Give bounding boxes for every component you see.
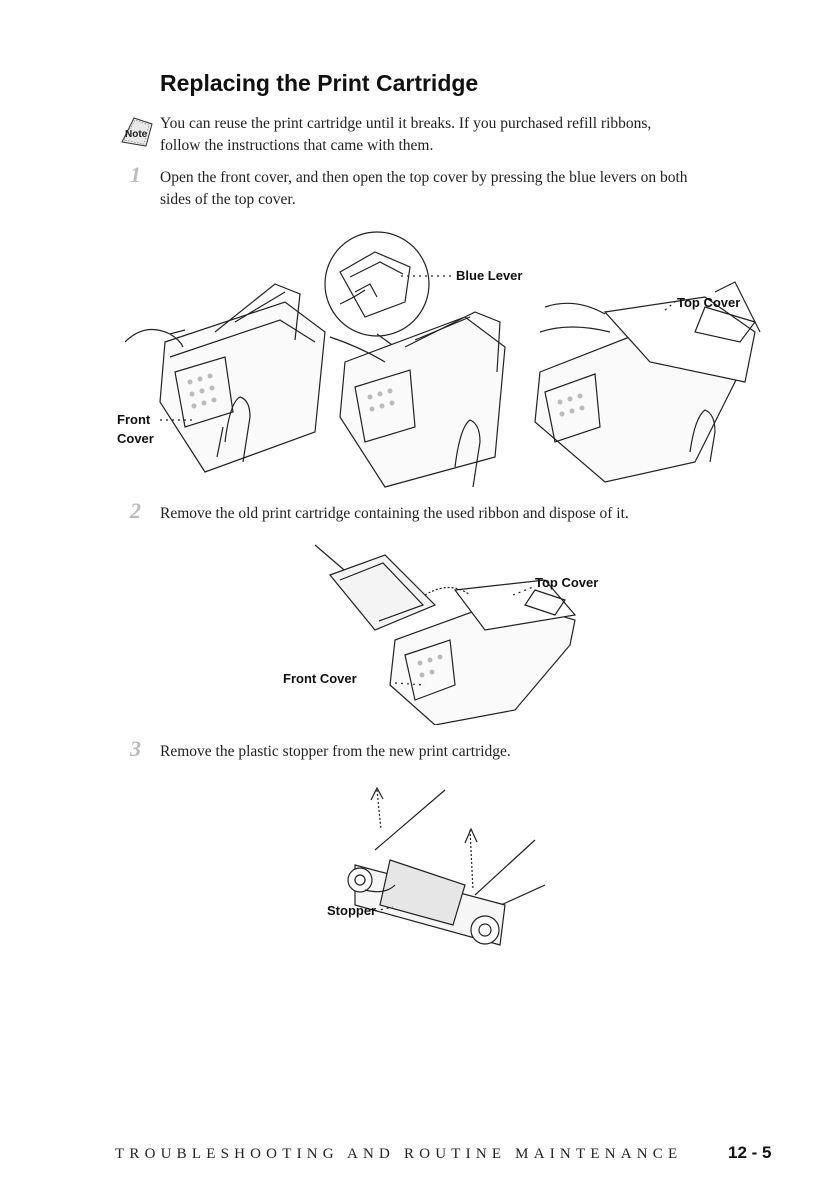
note-text-line-2: follow the instructions that came with them. [160, 137, 434, 154]
step-1-text-line-1: Open the front cover, and then open the top cover by pressing the blue levers on both [160, 169, 688, 186]
callout-front-cover: Front Cover [283, 671, 357, 686]
note-icon [116, 114, 156, 150]
figure-remove-stopper [325, 785, 565, 965]
step-1-text-line-2: sides of the top cover. [160, 191, 296, 208]
callout-front: Front [117, 412, 151, 427]
footer-section-title: TROUBLESHOOTING AND ROUTINE MAINTENANCE [115, 1146, 683, 1162]
figure-remove-cartridge [275, 535, 635, 725]
note-icon-label: Note [125, 129, 148, 140]
callout-top-cover: Top Cover [677, 295, 741, 310]
step-2-number: 2 [130, 498, 141, 523]
fax-machine-top-cover-illustration [535, 282, 760, 482]
fax-machine-front-cover-illustration [125, 284, 325, 472]
page-title: Replacing the Print Cartridge [160, 70, 479, 96]
step-3-number: 3 [130, 736, 141, 761]
page-number: 12 - 5 [728, 1143, 772, 1162]
step-3-text: Remove the plastic stopper from the new print cartridge. [160, 743, 511, 760]
step-1-number: 1 [130, 162, 141, 187]
figure-open-covers [115, 222, 775, 492]
step-2-text: Remove the old print cartridge containing the used ribbon and dispose of it. [160, 505, 629, 522]
callout-top-cover: Top Cover [535, 575, 599, 590]
callout-blue-lever: Blue Lever [456, 268, 523, 283]
note-text-line-1: You can reuse the print cartridge until it breaks. If you purchased refill ribbons, [160, 115, 652, 132]
callout-cover: Cover [117, 431, 154, 446]
callout-stopper: Stopper [327, 903, 377, 918]
